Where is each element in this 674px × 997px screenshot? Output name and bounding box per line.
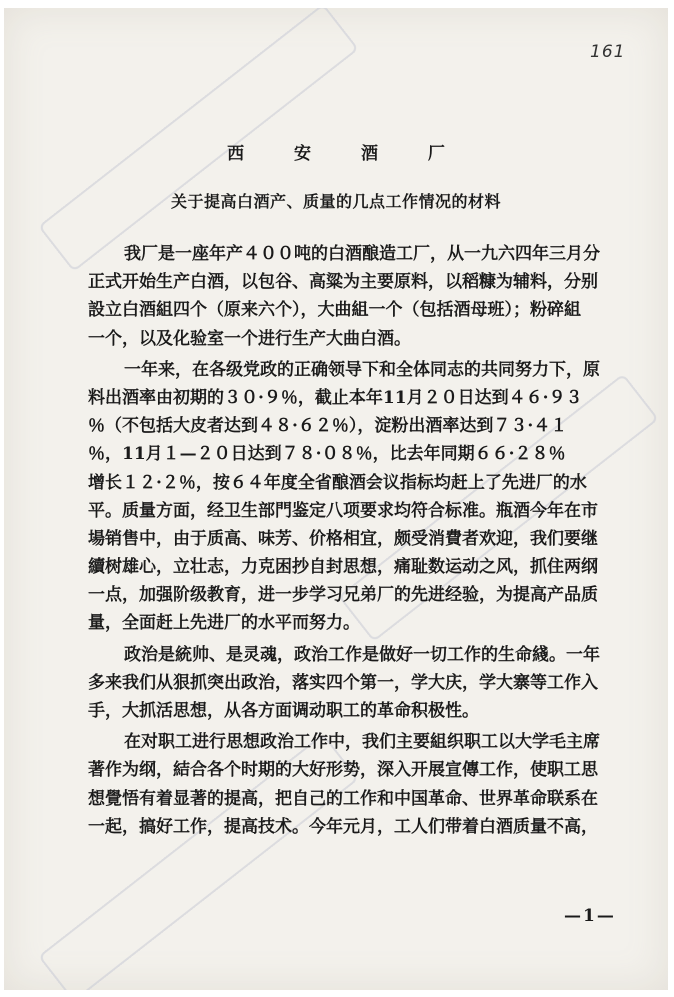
text-line: 平。质量方面，经卫生部門鉴定八项要求均符合标准。瓶酒今年在市 (88, 500, 598, 521)
document-subtitle: 关于提高白酒产、质量的几点工作情况的材料 (170, 192, 501, 211)
text-line: ％（不包括大皮者达到４８·６２％），淀粉出酒率达到７３·４１ (88, 416, 568, 437)
text-line: 著作为纲，結合各个时期的大好形势，深入开展宣傳工作，使职工思 (88, 760, 598, 781)
text-line: 多来我们从狠抓突出政治，落实四个第一，学大庆，学大寨等工作入 (88, 672, 598, 693)
text-line: 手，大抓活思想，从各方面调动职工的革命积极性。 (88, 701, 479, 721)
document-body (88, 240, 656, 844)
text-line: 我厂是一座年产４００吨的白酒酿造工厂，从一九六四年三月分 (124, 244, 600, 264)
paragraph-4 (88, 728, 656, 841)
text-line: 在对职工进行思想政治工作中，我们主要組织职工以大学毛主席 (124, 732, 600, 753)
text-line: 設立白酒組四个（原来六个），大曲組一个（包括酒母班）；粉碎組 (88, 300, 581, 321)
text-line: 一个，以及化验室一个进行生产大曲白酒。 (88, 328, 411, 349)
document-page (4, 8, 668, 990)
text-line: 續树雄心，立壮志，力克困抄自封思想，痛耻数运动之风，抓住两纲 (88, 557, 598, 578)
text-line: 量，全面赶上先进厂的水平而努力。 (88, 613, 360, 634)
paragraph-2 (88, 356, 656, 638)
text-line: 政治是統帅、是灵魂，政治工作是做好一切工作的生命綫。一年 (124, 644, 600, 665)
page-number: —1— (564, 906, 616, 926)
document-title: 西 安 酒 厂 (227, 144, 467, 164)
text-line: 一点，加强阶级教育，进一步学习兄弟厂的先进经验，为提高产品质 (88, 585, 598, 606)
text-line: 一年来，在各级党政的正确领导下和全体同志的共同努力下，原 (124, 359, 600, 380)
archive-page-number: 161 (590, 42, 626, 62)
paragraph-1 (88, 240, 656, 353)
text-line: 增长１２·２％，按６４年度全省酿酒会议指标均赶上了先进厂的水 (88, 472, 587, 493)
text-line: ％，11月１—２０日达到７８·０８％，比去年同期６６·２８％ (88, 444, 566, 465)
text-line: 料出酒率由初期的３０·９％，截止本年11月２０日达到４６·９３ (88, 387, 583, 408)
paragraph-3 (88, 641, 656, 726)
text-line: 一起，搞好工作，提高技术。今年元月，工人们带着白酒质量不高， (88, 816, 598, 837)
text-line: 場销售中，由于质高、味芳、价格相宜，颇受消費者欢迎，我们要继 (88, 528, 598, 549)
text-line: 想覺悟有着显著的提高，把自己的工作和中国革命、世界革命联系在 (88, 788, 598, 809)
text-line: 正式开始生产白酒，以包谷、高粱为主要原料，以稻糠为辅料，分别 (88, 272, 598, 293)
